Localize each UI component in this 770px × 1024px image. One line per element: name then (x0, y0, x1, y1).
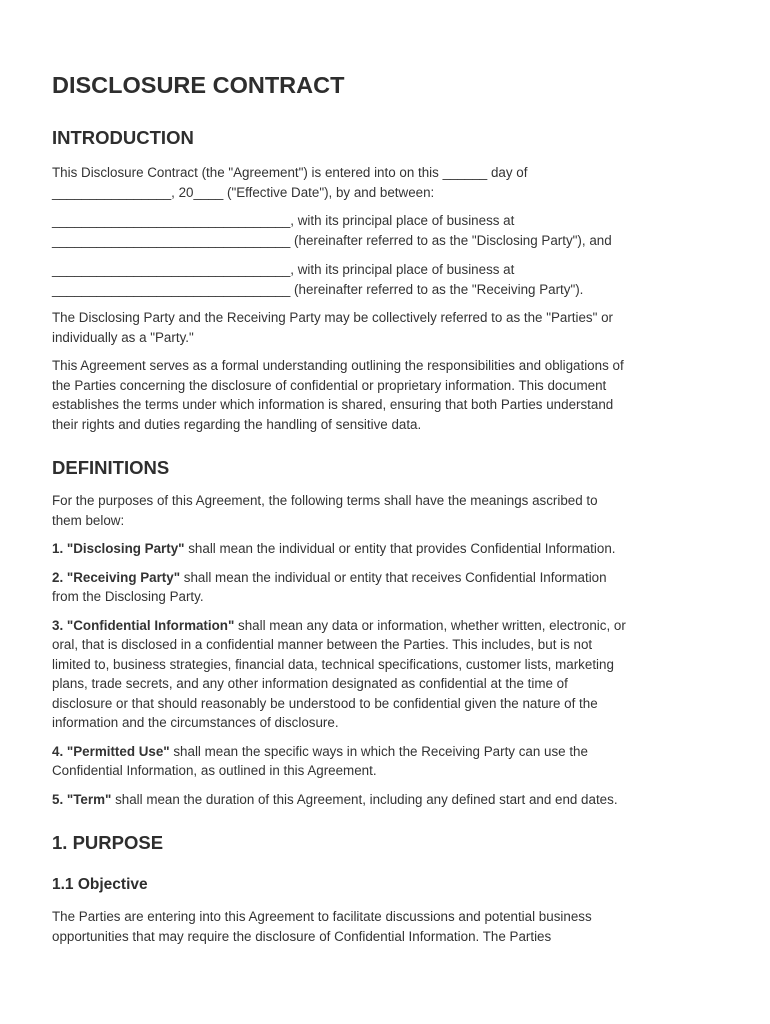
definitions-heading: DEFINITIONS (52, 457, 170, 478)
definition-text: disclosure or that should reasonably be understood to be confidential given the nature of the (52, 695, 598, 711)
definition-text: shall mean the individual or entity that receives Confidential Information (180, 569, 607, 585)
agreement-purpose-paragraph (52, 356, 722, 434)
intro-line: This Disclosure Contract (the "Agreement") is entered into on this ______ day of (52, 165, 528, 180)
definition-term: 4. "Permitted Use" (52, 743, 170, 759)
introduction-heading: INTRODUCTION (52, 127, 194, 148)
receiving-party-line: ________________________________, with its principal place of business at (52, 262, 515, 277)
definition-text: Confidential Information, as outlined in this Agreement. (52, 763, 377, 778)
definition-item (52, 790, 722, 810)
definition-term: 1. "Disclosing Party" (52, 541, 185, 556)
definition-item (52, 539, 722, 559)
objective-subheading: 1.1 Objective (52, 876, 148, 893)
definitions-lead-line: For the purposes of this Agreement, the following terms shall have the meanings ascribed to (52, 493, 598, 508)
collective-line: The Disclosing Party and the Receiving Party may be collectively referred to as the "Parties" or (52, 310, 614, 325)
definition-text: oral, that is disclosed in a confidential manner between the Parties. This includes, but is not (52, 637, 593, 652)
receiving-party-line: ________________________________ (hereinafter referred to as the "Receiving Party"). (52, 281, 584, 297)
document-title: DISCLOSURE CONTRACT (52, 72, 345, 98)
disclosing-party-line: ________________________________, with its principal place of business at (52, 213, 515, 228)
objective-line: opportunities that may require the disclosure of Confidential Information. The Parties (52, 928, 552, 944)
objective-line: The Parties are entering into this Agreement to facilitate discussions and potential business (52, 909, 592, 924)
objective-paragraph (52, 907, 722, 946)
intro-paragraph (52, 163, 722, 202)
disclosing-party-paragraph (52, 211, 722, 250)
collective-paragraph (52, 308, 722, 347)
definitions-lead-line: them below: (52, 512, 125, 528)
purpose-line: This Agreement serves as a formal understanding outlining the responsibilities and obligations of (52, 358, 624, 373)
definitions-lead-paragraph (52, 491, 722, 530)
definition-text: shall mean the duration of this Agreement, including any defined start and end dates. (111, 791, 618, 807)
definition-text: from the Disclosing Party. (52, 589, 204, 604)
definition-text: shall mean the specific ways in which the Receiving Party can use the (169, 743, 588, 759)
receiving-party-paragraph (52, 260, 722, 299)
intro-line: ________________, 20____ ("Effective Date"), by and between: (52, 184, 435, 200)
definition-text: information and the circumstances of disclosure. (52, 715, 339, 730)
purpose-line: their rights and duties regarding the handling of sensitive data. (52, 416, 422, 432)
definition-text: plans, trade secrets, and any other information designated as confidential at the time of (52, 676, 568, 691)
purpose-line: the Parties concerning the disclosure of confidential or proprietary information. This document (52, 377, 607, 393)
purpose-line: establishes the terms under which information is shared, ensuring that both Parties understand (52, 397, 614, 412)
definition-item (52, 616, 722, 733)
definition-item (52, 568, 722, 607)
definition-item (52, 742, 722, 781)
definition-text: shall mean any data or information, whether written, electronic, or (234, 617, 626, 633)
definition-text: shall mean the individual or entity that provides Confidential Information. (184, 541, 616, 556)
definition-text: limited to, business strategies, financial data, technical specifications, customer lists, marketing (52, 656, 614, 672)
collective-line: individually as a "Party." (52, 329, 194, 345)
definition-term: 2. "Receiving Party" (52, 569, 181, 585)
disclosing-party-line: ________________________________ (hereinafter referred to as the "Disclosing Party"), and (52, 232, 612, 248)
purpose-heading: 1. PURPOSE (52, 832, 164, 853)
definition-term: 5. "Term" (52, 791, 112, 807)
document-page (52, 70, 722, 946)
definition-term: 3. "Confidential Information" (52, 617, 235, 633)
